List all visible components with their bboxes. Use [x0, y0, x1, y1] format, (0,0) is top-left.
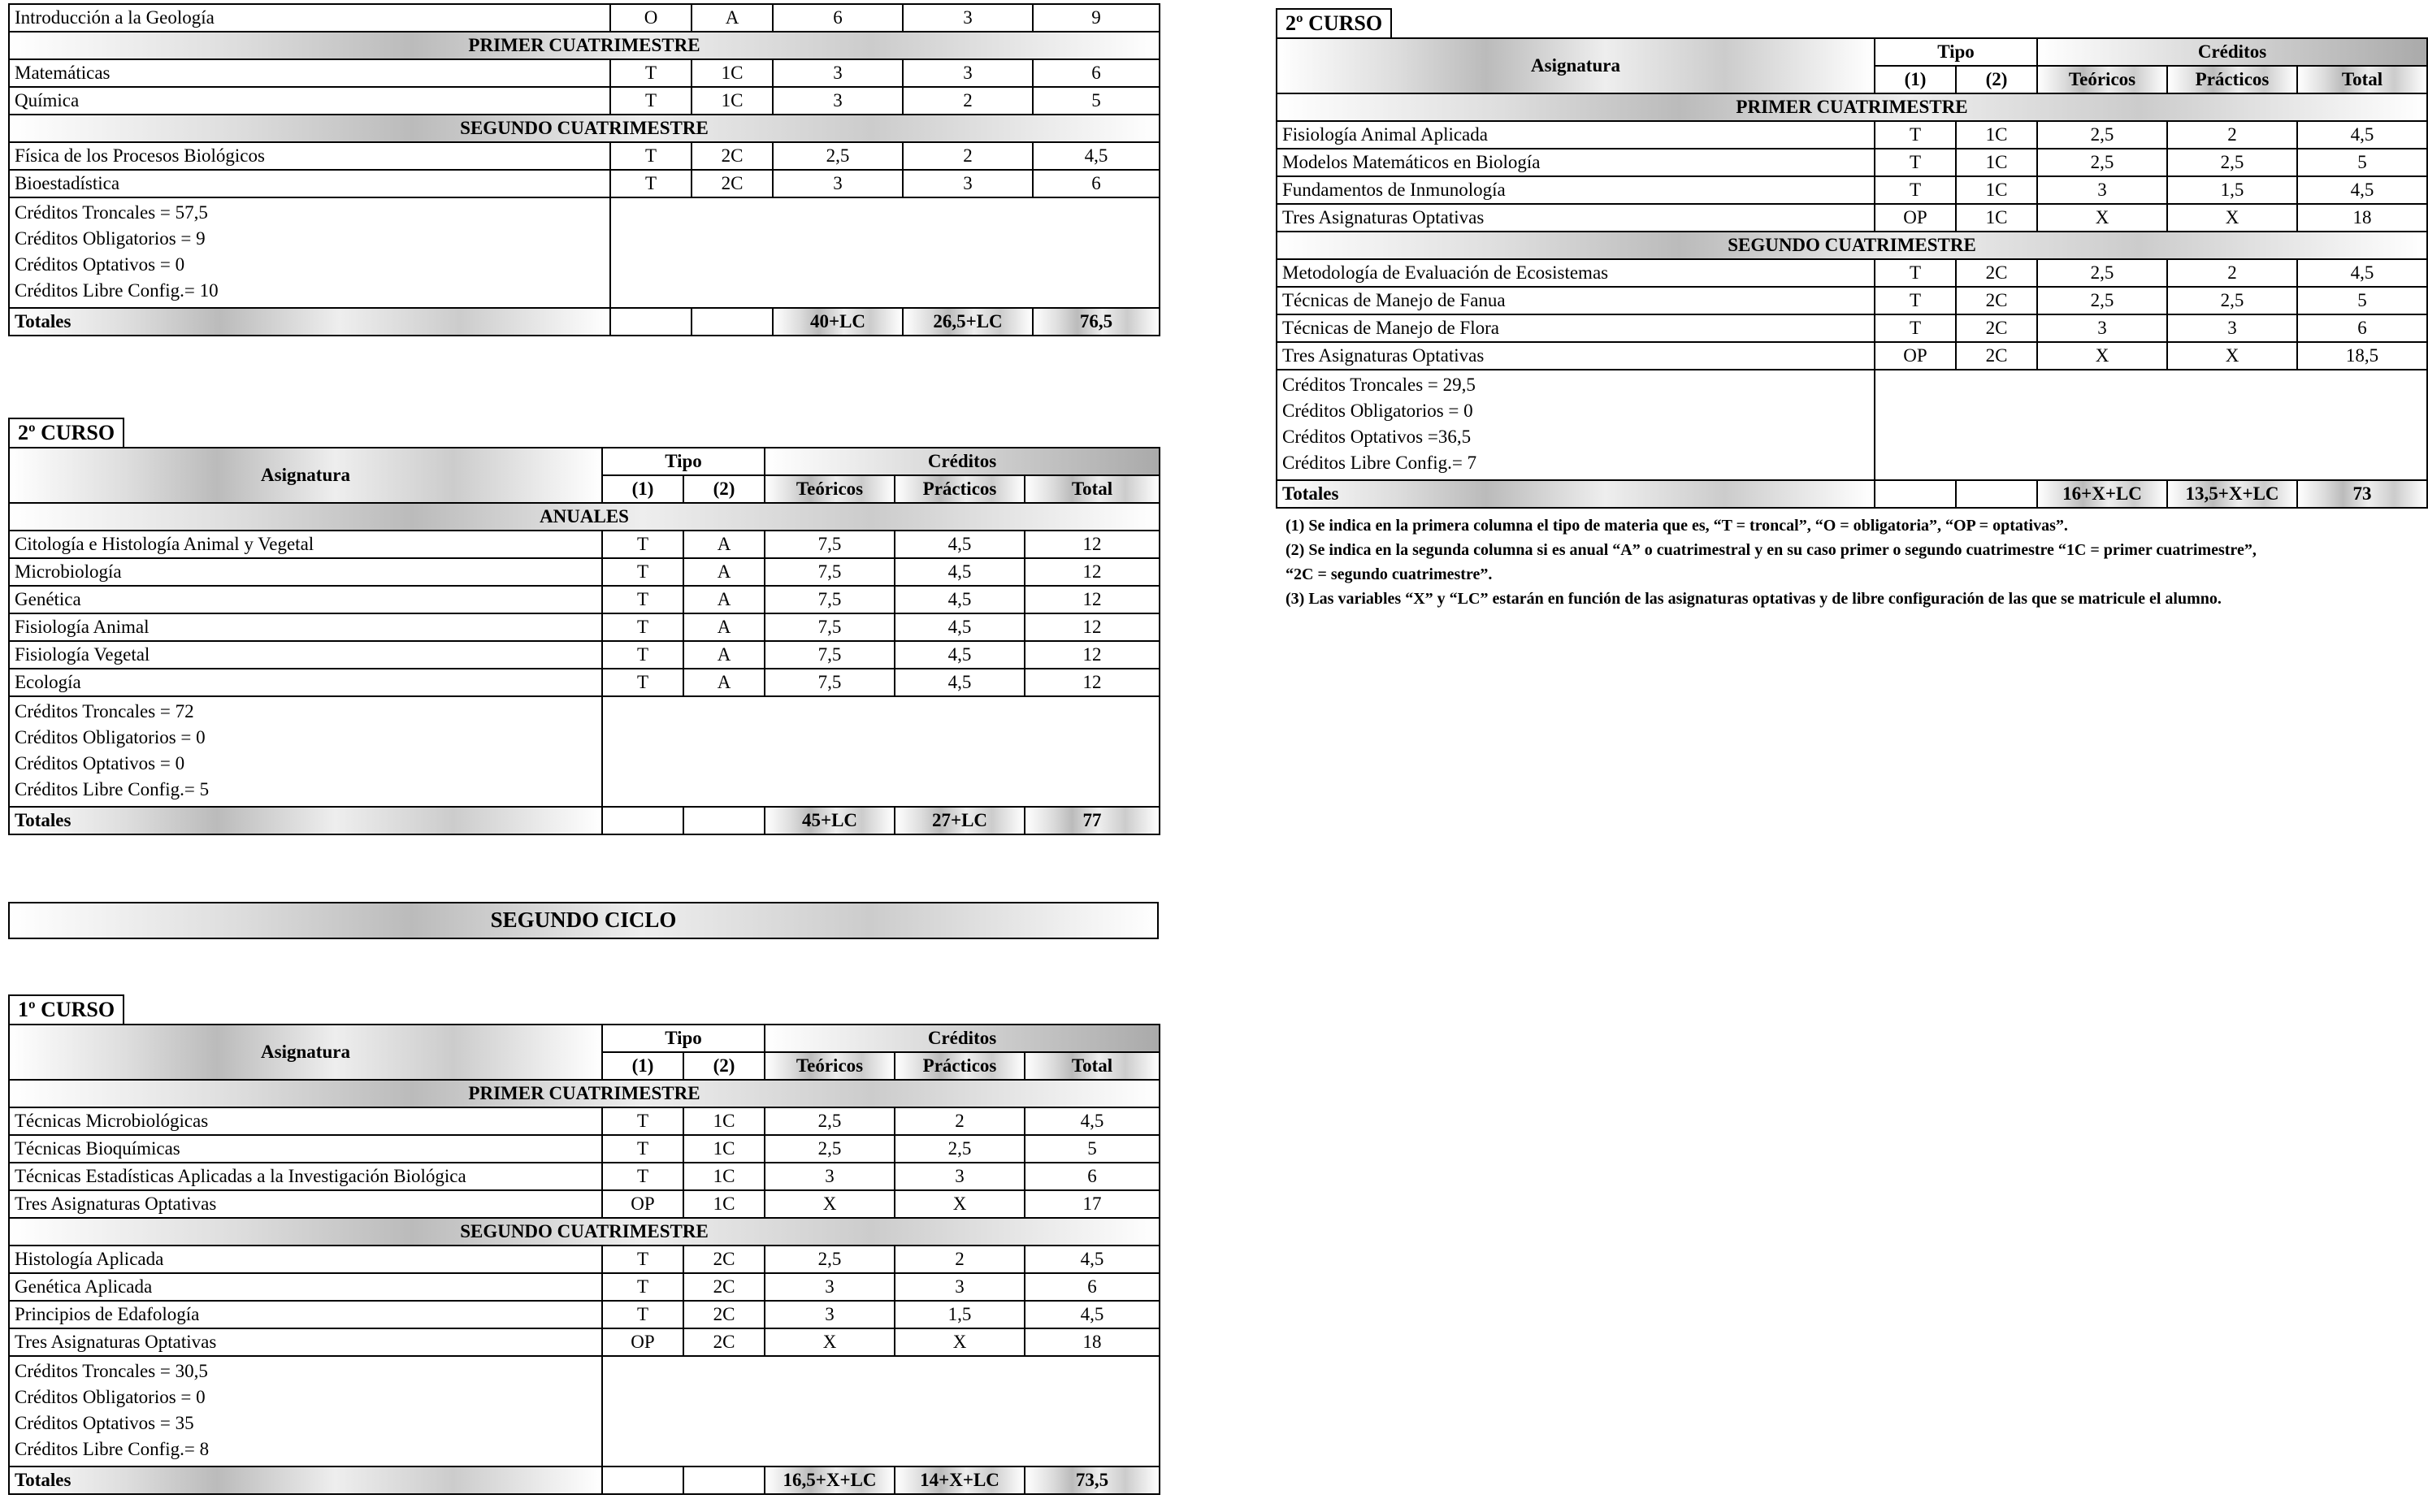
table-row [1277, 176, 2427, 204]
total-credits-cell: 4,5 [1025, 1301, 1160, 1328]
total-credits-cell: 12 [1025, 586, 1160, 613]
period-cell: 1C [683, 1135, 765, 1163]
theory-credits-cell: 3 [765, 1163, 895, 1190]
blank-cell [1875, 370, 2427, 480]
summary-line: Créditos Libre Config.= 5 [15, 779, 210, 799]
section-banner: SEGUNDO CICLO [8, 902, 1159, 939]
table-row [1277, 204, 2427, 232]
practice-credits-cell: 4,5 [895, 669, 1025, 696]
period-cell: 1C [683, 1163, 765, 1190]
course-2-first-cycle [8, 418, 1160, 835]
totals-blank-2 [692, 308, 773, 336]
totals-blank-2 [1956, 480, 2037, 508]
table-row [9, 1328, 1160, 1356]
practice-credits-cell: X [2167, 342, 2297, 370]
practice-credits-cell: 3 [903, 4, 1033, 32]
course-label: 2º CURSO [8, 418, 124, 447]
type-cell: T [610, 87, 692, 115]
footnote-2: (2) Se indica en la segunda columna si es anual “A” o cuatrimestral y en su caso primer o segundo cuatrimestre “1C = primer cuatrimestre”, [1286, 541, 2257, 559]
table-row [9, 669, 1160, 696]
period-cell: 2C [692, 170, 773, 197]
period-cell: 1C [1956, 149, 2037, 176]
footnote-1: (1) Se indica en la primera columna el tipo de materia que es, “T = troncal”, “O = obligatoria”, “OP = optativas”. [1286, 517, 2068, 535]
total-credits-cell: 4,5 [2297, 121, 2427, 149]
section-title: ANUALES [9, 503, 1160, 531]
credits-summary [1277, 370, 1875, 480]
column-header-t2: (2) [683, 1052, 765, 1080]
practice-credits-cell: 3 [903, 170, 1033, 197]
theory-credits-cell: 2,5 [765, 1246, 895, 1273]
table-row [9, 641, 1160, 669]
practice-credits-cell: 2 [895, 1246, 1025, 1273]
total-credits-cell: 6 [1025, 1163, 1160, 1190]
total-credits-cell: 12 [1025, 669, 1160, 696]
totals-label: Totales [9, 1467, 602, 1494]
period-cell: 2C [1956, 259, 2037, 287]
column-header-total: Total [2297, 66, 2427, 93]
practice-credits-cell: 2,5 [895, 1135, 1025, 1163]
totals-practice: 13,5+X+LC [2167, 480, 2297, 508]
table-row [9, 531, 1160, 558]
practice-credits-cell: 4,5 [895, 586, 1025, 613]
subject-cell: Física de los Procesos Biológicos [9, 142, 610, 170]
subject-cell: Modelos Matemáticos en Biología [1277, 149, 1875, 176]
table-row [9, 4, 1160, 32]
total-credits-cell: 5 [2297, 287, 2427, 314]
subject-cell: Fisiología Animal Aplicada [1277, 121, 1875, 149]
subject-cell: Ecología [9, 669, 602, 696]
period-cell: 1C [692, 59, 773, 87]
type-cell: T [602, 641, 683, 669]
totals-total: 76,5 [1033, 308, 1160, 336]
subject-cell: Fundamentos de Inmunología [1277, 176, 1875, 204]
total-credits-cell: 6 [1025, 1273, 1160, 1301]
column-header-t2: (2) [683, 475, 765, 503]
subject-cell: Tres Asignaturas Optativas [9, 1328, 602, 1356]
section-row [9, 32, 1160, 59]
total-credits-cell: 18,5 [2297, 342, 2427, 370]
total-credits-cell: 5 [2297, 149, 2427, 176]
section-row [9, 115, 1160, 142]
column-header-credits: Créditos [2037, 38, 2427, 66]
theory-credits-cell: 3 [765, 1301, 895, 1328]
type-cell: T [1875, 121, 1956, 149]
table-row [9, 1246, 1160, 1273]
theory-credits-cell: 2,5 [2037, 287, 2167, 314]
column-header-subject: Asignatura [1277, 38, 1875, 93]
type-cell: T [602, 613, 683, 641]
subject-cell: Citología e Histología Animal y Vegetal [9, 531, 602, 558]
header-row [9, 448, 1160, 475]
table-row [9, 586, 1160, 613]
type-cell: OP [1875, 342, 1956, 370]
period-cell: 1C [683, 1190, 765, 1218]
total-credits-cell: 12 [1025, 531, 1160, 558]
summary-line: Créditos Optativos = 0 [15, 753, 185, 773]
theory-credits-cell: 3 [773, 87, 903, 115]
totals-row [9, 807, 1160, 834]
practice-credits-cell: 2 [2167, 121, 2297, 149]
type-cell: O [610, 4, 692, 32]
section-title: PRIMER CUATRIMESTRE [9, 32, 1160, 59]
subject-cell: Metodología de Evaluación de Ecosistemas [1277, 259, 1875, 287]
column-header-type: Tipo [1875, 38, 2037, 66]
section-row [9, 1080, 1160, 1107]
table-row [9, 142, 1160, 170]
totals-theory: 16+X+LC [2037, 480, 2167, 508]
subject-cell: Tres Asignaturas Optativas [1277, 342, 1875, 370]
theory-credits-cell: 6 [773, 4, 903, 32]
total-credits-cell: 17 [1025, 1190, 1160, 1218]
total-credits-cell: 4,5 [2297, 259, 2427, 287]
blank-cell [602, 696, 1160, 807]
type-cell: T [1875, 149, 1956, 176]
totals-label: Totales [9, 807, 602, 834]
subject-cell: Histología Aplicada [9, 1246, 602, 1273]
practice-credits-cell: 1,5 [2167, 176, 2297, 204]
theory-credits-cell: 2,5 [765, 1107, 895, 1135]
practice-credits-cell: 3 [895, 1273, 1025, 1301]
credits-summary [9, 197, 610, 308]
practice-credits-cell: 2 [903, 142, 1033, 170]
totals-blank-1 [1875, 480, 1956, 508]
table-row [1277, 149, 2427, 176]
type-cell: T [602, 1135, 683, 1163]
subject-cell: Química [9, 87, 610, 115]
period-cell: 1C [692, 87, 773, 115]
total-credits-cell: 6 [1033, 59, 1160, 87]
summary-line: Créditos Troncales = 29,5 [1282, 375, 1476, 395]
theory-credits-cell: 3 [765, 1273, 895, 1301]
period-cell: 2C [692, 142, 773, 170]
table-row [9, 170, 1160, 197]
summary-line: Créditos Optativos = 0 [15, 254, 185, 275]
type-cell: T [602, 1301, 683, 1328]
type-cell: T [602, 1246, 683, 1273]
totals-theory: 16,5+X+LC [765, 1467, 895, 1494]
period-cell: 2C [683, 1273, 765, 1301]
type-cell: T [602, 1163, 683, 1190]
type-cell: OP [1875, 204, 1956, 232]
table-row [1277, 314, 2427, 342]
totals-blank-1 [602, 807, 683, 834]
table-row [9, 1273, 1160, 1301]
column-header-teoricos: Teóricos [765, 1052, 895, 1080]
totals-practice: 14+X+LC [895, 1467, 1025, 1494]
totals-blank-1 [610, 308, 692, 336]
subject-cell: Técnicas de Manejo de Flora [1277, 314, 1875, 342]
table-row [9, 87, 1160, 115]
period-cell: 1C [1956, 121, 2037, 149]
subject-cell: Técnicas de Manejo de Fanua [1277, 287, 1875, 314]
blank-cell [602, 1356, 1160, 1467]
subject-cell: Matemáticas [9, 59, 610, 87]
theory-credits-cell: 3 [2037, 314, 2167, 342]
totals-theory: 40+LC [773, 308, 903, 336]
theory-credits-cell: X [765, 1190, 895, 1218]
column-header-credits: Créditos [765, 448, 1160, 475]
table-row [9, 613, 1160, 641]
theory-credits-cell: X [2037, 342, 2167, 370]
practice-credits-cell: 4,5 [895, 531, 1025, 558]
type-cell: T [602, 558, 683, 586]
section-title: PRIMER CUATRIMESTRE [1277, 93, 2427, 121]
totals-label: Totales [1277, 480, 1875, 508]
practice-credits-cell: 3 [903, 59, 1033, 87]
column-header-credits: Créditos [765, 1025, 1160, 1052]
footnote-3: (3) Las variables “X” y “LC” estarán en función de las asignaturas optativas y de libre configuración de las que se matricule el alumno. [1286, 590, 2222, 608]
table-row [1277, 121, 2427, 149]
totals-blank-2 [683, 1467, 765, 1494]
column-header-teoricos: Teóricos [765, 475, 895, 503]
blank-cell [610, 197, 1160, 308]
summary-line: Créditos Libre Config.= 8 [15, 1439, 210, 1459]
subject-cell: Fisiología Vegetal [9, 641, 602, 669]
total-credits-cell: 12 [1025, 641, 1160, 669]
column-header-type: Tipo [602, 448, 765, 475]
table-row [9, 1163, 1160, 1190]
totals-practice: 26,5+LC [903, 308, 1033, 336]
subject-cell: Tres Asignaturas Optativas [9, 1190, 602, 1218]
practice-credits-cell: 2 [2167, 259, 2297, 287]
theory-credits-cell: 7,5 [765, 531, 895, 558]
course-1-second-cycle [8, 994, 1160, 1495]
summary-line: Créditos Obligatorios = 9 [15, 228, 206, 249]
totals-total: 73 [2297, 480, 2427, 508]
footnote-2-cont: “2C = segundo cuatrimestre”. [1286, 565, 1493, 583]
theory-credits-cell: 7,5 [765, 613, 895, 641]
summary-line: Créditos Obligatorios = 0 [15, 727, 206, 747]
total-credits-cell: 4,5 [1025, 1246, 1160, 1273]
total-credits-cell: 9 [1033, 4, 1160, 32]
course-label: 1º CURSO [8, 994, 124, 1024]
table-row [1277, 287, 2427, 314]
practice-credits-cell: X [895, 1190, 1025, 1218]
total-credits-cell: 4,5 [2297, 176, 2427, 204]
top-course-table [8, 3, 1160, 336]
credits-summary [9, 1356, 602, 1467]
summary-line: Créditos Optativos =36,5 [1282, 427, 1472, 447]
subject-cell: Genética Aplicada [9, 1273, 602, 1301]
totals-blank-1 [602, 1467, 683, 1494]
subject-cell: Técnicas Microbiológicas [9, 1107, 602, 1135]
type-cell: T [602, 1107, 683, 1135]
period-cell: A [683, 641, 765, 669]
column-header-total: Total [1025, 1052, 1160, 1080]
type-cell: T [610, 170, 692, 197]
column-header-practicos: Prácticos [895, 475, 1025, 503]
column-header-t1: (1) [602, 1052, 683, 1080]
summary-line: Créditos Obligatorios = 0 [1282, 401, 1473, 421]
theory-credits-cell: 7,5 [765, 669, 895, 696]
period-cell: 1C [1956, 176, 2037, 204]
theory-credits-cell: 3 [773, 59, 903, 87]
period-cell: A [683, 669, 765, 696]
totals-row [9, 1467, 1160, 1494]
theory-credits-cell: 7,5 [765, 586, 895, 613]
summary-line: Créditos Troncales = 30,5 [15, 1361, 208, 1381]
period-cell: A [683, 558, 765, 586]
total-credits-cell: 18 [2297, 204, 2427, 232]
summary-line: Créditos Optativos = 35 [15, 1413, 194, 1433]
theory-credits-cell: 7,5 [765, 558, 895, 586]
period-cell: 2C [1956, 287, 2037, 314]
type-cell: T [602, 586, 683, 613]
subject-cell: Bioestadística [9, 170, 610, 197]
theory-credits-cell: 2,5 [765, 1135, 895, 1163]
theory-credits-cell: 7,5 [765, 641, 895, 669]
summary-line: Créditos Libre Config.= 7 [1282, 453, 1477, 473]
table-row [9, 1135, 1160, 1163]
practice-credits-cell: X [2167, 204, 2297, 232]
period-cell: 2C [683, 1301, 765, 1328]
type-cell: T [1875, 287, 1956, 314]
summary-line: Créditos Obligatorios = 0 [15, 1387, 206, 1407]
practice-credits-cell: 2 [903, 87, 1033, 115]
type-cell: T [610, 142, 692, 170]
theory-credits-cell: X [2037, 204, 2167, 232]
subject-cell: Técnicas Bioquímicas [9, 1135, 602, 1163]
column-header-type: Tipo [602, 1025, 765, 1052]
section-row [1277, 232, 2427, 259]
totals-blank-2 [683, 807, 765, 834]
subject-cell: Genética [9, 586, 602, 613]
totals-label: Totales [9, 308, 610, 336]
subject-cell: Técnicas Estadísticas Aplicadas a la Investigación Biológica [9, 1163, 602, 1190]
total-credits-cell: 5 [1033, 87, 1160, 115]
subject-cell: Fisiología Animal [9, 613, 602, 641]
practice-credits-cell: 2,5 [2167, 149, 2297, 176]
totals-theory: 45+LC [765, 807, 895, 834]
type-cell: OP [602, 1190, 683, 1218]
section-title: SEGUNDO CUATRIMESTRE [9, 115, 1160, 142]
type-cell: T [1875, 314, 1956, 342]
type-cell: T [1875, 259, 1956, 287]
practice-credits-cell: 3 [2167, 314, 2297, 342]
subject-cell: Tres Asignaturas Optativas [1277, 204, 1875, 232]
section-row [9, 1218, 1160, 1246]
theory-credits-cell: 3 [773, 170, 903, 197]
theory-credits-cell: X [765, 1328, 895, 1356]
table-row [1277, 342, 2427, 370]
table-row [9, 1190, 1160, 1218]
total-credits-cell: 12 [1025, 613, 1160, 641]
practice-credits-cell: 2,5 [2167, 287, 2297, 314]
column-header-t1: (1) [1875, 66, 1956, 93]
credits-summary-row [9, 1356, 1160, 1467]
footnotes [1286, 513, 2257, 611]
totals-total: 77 [1025, 807, 1160, 834]
type-cell: T [1875, 176, 1956, 204]
type-cell: T [610, 59, 692, 87]
column-header-subject: Asignatura [9, 1025, 602, 1080]
credits-summary [9, 696, 602, 807]
theory-credits-cell: 2,5 [773, 142, 903, 170]
total-credits-cell: 4,5 [1033, 142, 1160, 170]
totals-row [1277, 480, 2427, 508]
summary-line: Créditos Libre Config.= 10 [15, 280, 219, 301]
section-title: PRIMER CUATRIMESTRE [9, 1080, 1160, 1107]
practice-credits-cell: 2 [895, 1107, 1025, 1135]
table-row [9, 1301, 1160, 1328]
period-cell: 2C [1956, 314, 2037, 342]
column-header-practicos: Prácticos [2167, 66, 2297, 93]
table-row [9, 558, 1160, 586]
period-cell: 2C [1956, 342, 2037, 370]
period-cell: 2C [683, 1328, 765, 1356]
total-credits-cell: 6 [1033, 170, 1160, 197]
column-header-t2: (2) [1956, 66, 2037, 93]
total-credits-cell: 4,5 [1025, 1107, 1160, 1135]
period-cell: A [683, 586, 765, 613]
period-cell: A [692, 4, 773, 32]
theory-credits-cell: 2,5 [2037, 149, 2167, 176]
practice-credits-cell: 4,5 [895, 641, 1025, 669]
total-credits-cell: 12 [1025, 558, 1160, 586]
table-row [9, 1107, 1160, 1135]
column-header-practicos: Prácticos [895, 1052, 1025, 1080]
totals-total: 73,5 [1025, 1467, 1160, 1494]
section-title: SEGUNDO CUATRIMESTRE [1277, 232, 2427, 259]
totals-practice: 27+LC [895, 807, 1025, 834]
section-title: SEGUNDO CUATRIMESTRE [9, 1218, 1160, 1246]
credits-summary-row [1277, 370, 2427, 480]
totals-row [9, 308, 1160, 336]
period-cell: 2C [683, 1246, 765, 1273]
section-row [9, 503, 1160, 531]
summary-line: Créditos Troncales = 72 [15, 701, 194, 721]
table-row [1277, 259, 2427, 287]
column-header-teoricos: Teóricos [2037, 66, 2167, 93]
header-row [9, 1025, 1160, 1052]
type-cell: T [602, 531, 683, 558]
type-cell: T [602, 669, 683, 696]
subject-cell: Introducción a la Geología [9, 4, 610, 32]
theory-credits-cell: 3 [2037, 176, 2167, 204]
period-cell: A [683, 531, 765, 558]
practice-credits-cell: X [895, 1328, 1025, 1356]
table-row [9, 59, 1160, 87]
header-row [1277, 38, 2427, 66]
course-2-second-cycle [1276, 8, 2428, 509]
type-cell: OP [602, 1328, 683, 1356]
total-credits-cell: 6 [2297, 314, 2427, 342]
practice-credits-cell: 4,5 [895, 613, 1025, 641]
theory-credits-cell: 2,5 [2037, 121, 2167, 149]
column-header-total: Total [1025, 475, 1160, 503]
practice-credits-cell: 4,5 [895, 558, 1025, 586]
practice-credits-cell: 3 [895, 1163, 1025, 1190]
column-header-t1: (1) [602, 475, 683, 503]
column-header-subject: Asignatura [9, 448, 602, 503]
credits-summary-row [9, 197, 1160, 308]
course-label: 2º CURSO [1276, 8, 1392, 37]
period-cell: 1C [1956, 204, 2037, 232]
total-credits-cell: 5 [1025, 1135, 1160, 1163]
theory-credits-cell: 2,5 [2037, 259, 2167, 287]
subject-cell: Microbiología [9, 558, 602, 586]
credits-summary-row [9, 696, 1160, 807]
section-row [1277, 93, 2427, 121]
total-credits-cell: 18 [1025, 1328, 1160, 1356]
subject-cell: Principios de Edafología [9, 1301, 602, 1328]
type-cell: T [602, 1273, 683, 1301]
period-cell: 1C [683, 1107, 765, 1135]
period-cell: A [683, 613, 765, 641]
practice-credits-cell: 1,5 [895, 1301, 1025, 1328]
summary-line: Créditos Troncales = 57,5 [15, 202, 208, 223]
